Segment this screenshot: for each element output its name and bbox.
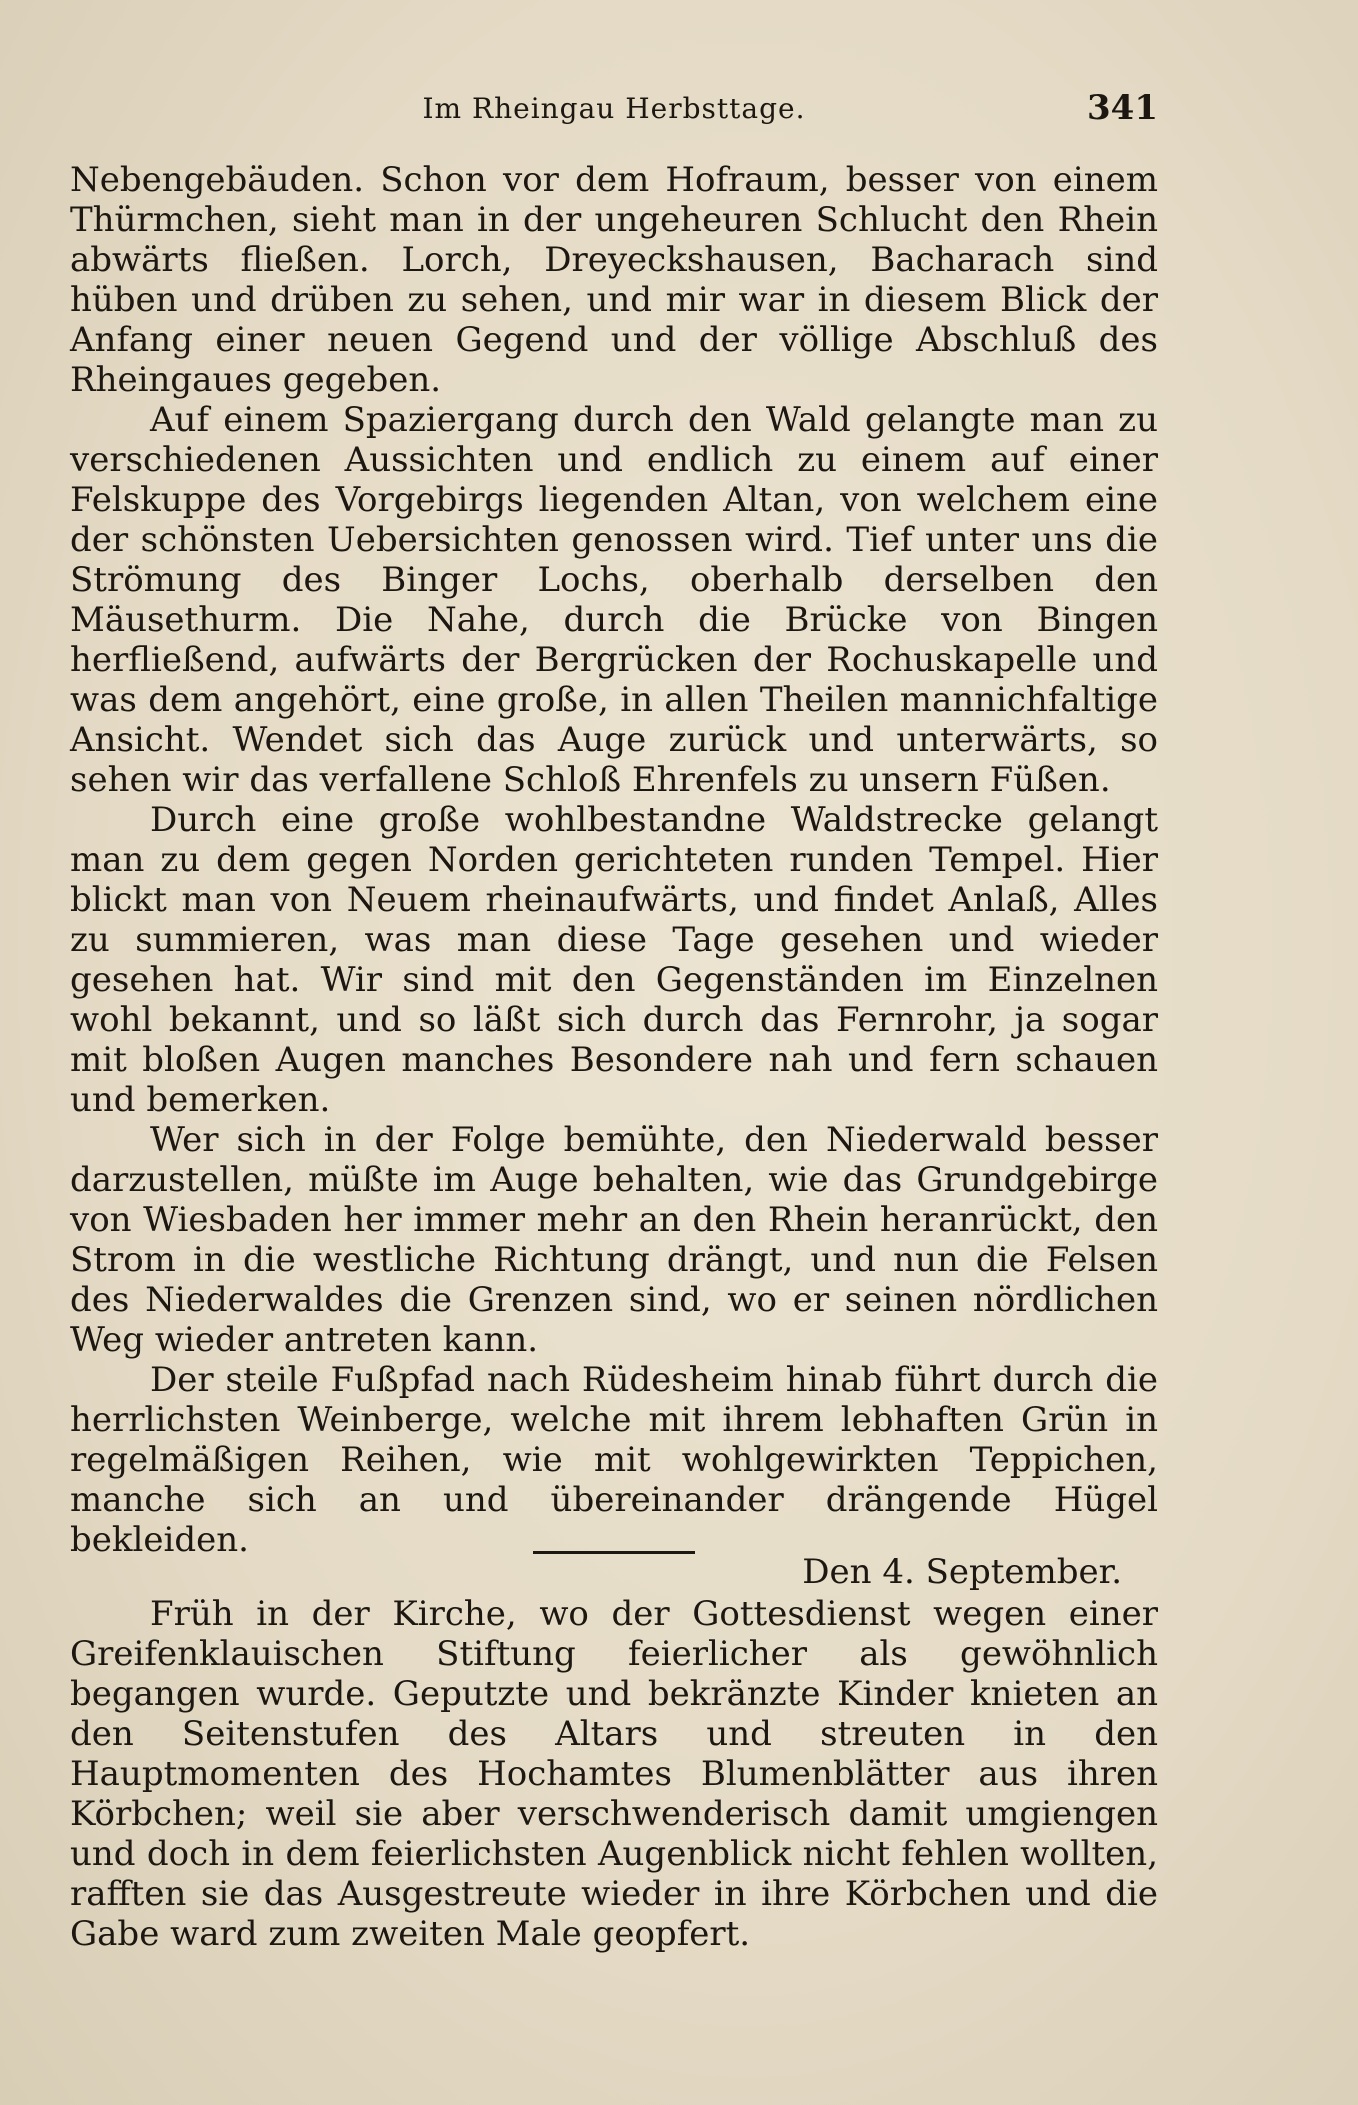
- second-text-block: [70, 1594, 1158, 1954]
- page-header: [70, 88, 1158, 142]
- main-text-block: [70, 160, 1158, 1560]
- paragraph: Der steile Fußpfad nach Rüdesheim hinab führt durch die herrlichsten Weinberge, welche mit ihrem lebhaften Grün in regelmäßigen Reihen, wie mit wohlgewirkten Teppichen, manche sich an und übereinander drängende Hügel bekleiden.: [70, 1360, 1158, 1560]
- running-title: Im Rheingau Herbsttage.: [422, 92, 806, 125]
- page-number: 341: [1087, 88, 1158, 128]
- paragraph: Früh in der Kirche, wo der Gottesdienst wegen einer Greifenklauischen Stiftung feierlicher als gewöhnlich begangen wurde. Geputzte und bekränzte Kinder knieten an den Seitenstufen des Altars und streuten in den Hauptmomenten des Hochamtes Blumenblätter aus ihren Körbchen; weil sie aber verschwenderisch damit umgiengen und doch in dem feierlichsten Augenblick nicht fehlen wollten, rafften sie das Ausgestreute wieder in ihre Körbchen und die Gabe ward zum zweiten Male geopfert.: [70, 1594, 1158, 1954]
- paragraph-continued: Nebengebäuden. Schon vor dem Hofraum, besser von einem Thürmchen, sieht man in der ungeheuren Schlucht den Rhein abwärts fließen. Lorch, Dreyeckshausen, Bacharach sind hüben und drüben zu sehen, und mir war in diesem Blick der Anfang einer neuen Gegend und der völlige Abschluß des Rheingaues gegeben.: [70, 160, 1158, 400]
- paragraph: Wer sich in der Folge bemühte, den Niederwald besser darzustellen, müßte im Auge behalten, wie das Grundgebirge von Wiesbaden her immer mehr an den Rhein heranrückt, den Strom in die westliche Richtung drängt, und nun die Felsen des Niederwaldes die Grenzen sind, wo er seinen nördlichen Weg wieder antreten kann.: [70, 1120, 1158, 1360]
- paragraph: Auf einem Spaziergang durch den Wald gelangte man zu verschiedenen Aussichten und endlich zu einem auf einer Felskuppe des Vorgebirgs liegenden Altan, von welchem eine der schönsten Uebersichten genossen wird. Tief unter uns die Strömung des Binger Lochs, oberhalb derselben den Mäusethurm. Die Nahe, durch die Brücke von Bingen herfließend, aufwärts der Bergrücken der Rochuskapelle und was dem angehört, eine große, in allen Theilen mannichfaltige Ansicht. Wendet sich das Auge zurück und unterwärts, so sehen wir das verfallene Schloß Ehrenfels zu unsern Füßen.: [70, 400, 1158, 800]
- section-divider: [533, 1551, 695, 1554]
- dateline: Den 4. September.: [802, 1552, 1122, 1592]
- paragraph: Durch eine große wohlbestandne Waldstrecke gelangt man zu dem gegen Norden gerichteten runden Tempel. Hier blickt man von Neuem rheinaufwärts, und findet Anlaß, Alles zu summieren, was man diese Tage gesehen und wieder gesehen hat. Wir sind mit den Gegenständen im Einzelnen wohl bekannt, und so läßt sich durch das Fernrohr, ja sogar mit bloßen Augen manches Besondere nah und fern schauen und bemerken.: [70, 800, 1158, 1120]
